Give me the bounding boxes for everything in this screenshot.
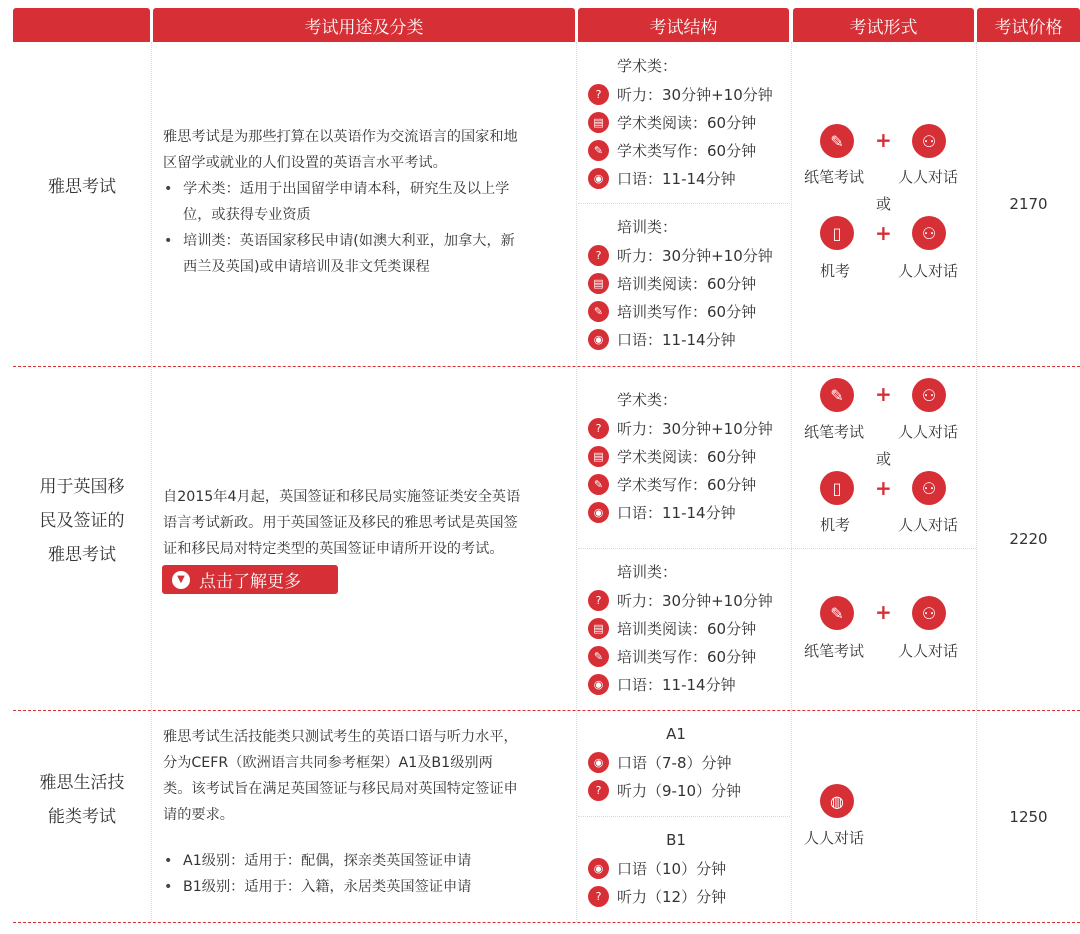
row-name-line: 雅思生活技 <box>39 773 125 793</box>
header-price: 考试价格 <box>977 8 1080 42</box>
desc-line: 证和移民局对特定类型的英国签证申请所开设的考试。 <box>163 541 504 557</box>
column-divider <box>151 42 152 922</box>
format-label: 人人对话 <box>898 423 959 441</box>
row-name-line: 雅思考试 <box>48 177 116 197</box>
paper-test-icon: ✎ <box>820 378 854 412</box>
book-icon: ▤ <box>588 618 609 639</box>
ear-icon: ? <box>588 418 609 439</box>
structure-item: 口语：11-14分钟 <box>617 503 736 522</box>
conversation-icon: ⚇ <box>912 471 946 505</box>
conversation-icon: ⚇ <box>912 378 946 412</box>
header-structure: 考试结构 <box>578 8 789 42</box>
desc-line: 自2015年4月起，英国签证和移民局实施签证类安全英语 <box>163 489 521 505</box>
structure-item: 学术类写作：60分钟 <box>617 141 757 160</box>
plus-sign: + <box>875 221 892 245</box>
structure-item: 培训类写作：60分钟 <box>617 647 757 666</box>
header-usage: 考试用途及分类 <box>153 8 575 42</box>
structure-item: 口语：11-14分钟 <box>617 675 736 694</box>
structure-general <box>588 213 788 353</box>
pencil-icon: ✎ <box>588 301 609 322</box>
row-name <box>13 470 151 572</box>
chevron-down-icon: ▼ <box>172 571 190 589</box>
conversation-icon: ⚇ <box>912 596 946 630</box>
conversation-icon: ⚇ <box>912 124 946 158</box>
pencil-icon: ✎ <box>588 140 609 161</box>
bullet-item: • A1级别：适用于：配偶，探亲类英国签证申请 <box>163 848 568 874</box>
structure-b1 <box>588 826 788 910</box>
format-label: 机考 <box>820 516 851 534</box>
format-cell <box>792 710 977 922</box>
structure-item: 听力（12）分钟 <box>617 887 727 906</box>
format-label: 人人对话 <box>804 829 865 847</box>
mouth-icon: ◉ <box>588 752 609 773</box>
plus-sign: + <box>875 600 892 624</box>
structure-heading: 培训类： <box>617 218 678 236</box>
plus-sign: + <box>875 382 892 406</box>
usage-description <box>163 724 568 900</box>
format-label: 纸笔考试 <box>804 168 865 186</box>
or-label: 或 <box>876 450 892 468</box>
structure-heading: 学术类： <box>617 391 678 409</box>
price-value: 2170 <box>1009 195 1048 213</box>
plus-sign: + <box>875 476 892 500</box>
mouth-icon: ◉ <box>588 329 609 350</box>
format-label: 机考 <box>820 262 851 280</box>
format-label: 人人对话 <box>898 642 959 660</box>
format-label: 人人对话 <box>898 516 959 534</box>
sub-row-divider <box>578 203 790 204</box>
mouth-icon: ◉ <box>588 502 609 523</box>
book-icon: ▤ <box>588 446 609 467</box>
price-value: 2220 <box>1009 530 1048 548</box>
row-name-line: 用于英国移 <box>39 477 125 497</box>
row-name <box>13 766 151 834</box>
sub-row-divider <box>578 816 790 817</box>
header-cell-blank <box>13 8 150 42</box>
usage-description <box>163 124 568 280</box>
structure-item: 听力：30分钟+10分钟 <box>617 591 773 610</box>
format-label: 纸笔考试 <box>804 423 865 441</box>
structure-item: 听力：30分钟+10分钟 <box>617 246 773 265</box>
bullet-continuation: 西兰及英国)或申请培训及非文凭类课程 <box>183 259 430 275</box>
structure-item: 培训类写作：60分钟 <box>617 302 757 321</box>
structure-item: 口语（10）分钟 <box>617 859 727 878</box>
structure-heading: 培训类： <box>617 563 678 581</box>
structure-item: 学术类写作：60分钟 <box>617 475 757 494</box>
book-icon: ▤ <box>588 112 609 133</box>
desc-line: 类。该考试旨在满足英国签证与移民局对英国特定签证申 <box>163 781 518 797</box>
chat-bubbles-icon: ◍ <box>820 784 854 818</box>
row-name-line: 雅思考试 <box>48 545 116 565</box>
structure-item: 培训类阅读：60分钟 <box>617 619 757 638</box>
paper-test-icon: ✎ <box>820 596 854 630</box>
desc-line: 雅思考试是为那些打算在以英语作为交流语言的国家和地 <box>163 129 518 145</box>
pencil-icon: ✎ <box>588 474 609 495</box>
learn-more-label: 点击了解更多 <box>199 572 301 592</box>
bullet-item: • 学术类：适用于出国留学申请本科，研究生及以上学 <box>163 176 568 202</box>
header-format: 考试形式 <box>793 8 974 42</box>
structure-item: 学术类阅读：60分钟 <box>617 113 757 132</box>
structure-item: 口语（7-8）分钟 <box>617 753 732 772</box>
ear-icon: ? <box>588 780 609 801</box>
bullet-item: • B1级别：适用于：入籍，永居类英国签证申请 <box>163 874 568 900</box>
structure-item: 培训类阅读：60分钟 <box>617 274 757 293</box>
pencil-icon: ✎ <box>588 646 609 667</box>
row-divider <box>13 922 1080 923</box>
desc-line: 分为CEFR（欧洲语言共同参考框架）A1及B1级别两 <box>163 755 493 771</box>
structure-general <box>588 558 788 698</box>
conversation-icon: ⚇ <box>912 216 946 250</box>
column-divider <box>576 42 577 922</box>
mouth-icon: ◉ <box>588 168 609 189</box>
computer-test-icon: ▯ <box>820 471 854 505</box>
desc-line: 请的要求。 <box>163 807 234 823</box>
bullet-item: • 培训类：英语国家移民申请(如澳大利亚，加拿大，新 <box>163 228 568 254</box>
format-cell <box>792 366 977 710</box>
row-name <box>13 170 151 204</box>
ear-icon: ? <box>588 886 609 907</box>
structure-a1 <box>588 720 788 804</box>
structure-item: 口语：11-14分钟 <box>617 169 736 188</box>
learn-more-button[interactable] <box>162 565 338 594</box>
ear-icon: ? <box>588 84 609 105</box>
format-label: 人人对话 <box>898 168 959 186</box>
mouth-icon: ◉ <box>588 674 609 695</box>
desc-line: 雅思考试生活技能类只测试考生的英语口语与听力水平， <box>163 729 518 745</box>
structure-item: 口语：11-14分钟 <box>617 330 736 349</box>
desc-line: 语言考试新政。用于英国签证及移民的雅思考试是英国签 <box>163 515 518 531</box>
plus-sign: + <box>875 128 892 152</box>
structure-academic <box>588 52 788 192</box>
format-label: 人人对话 <box>898 262 959 280</box>
computer-test-icon: ▯ <box>820 216 854 250</box>
price-value: 1250 <box>1009 808 1048 826</box>
structure-heading: B1 <box>666 831 686 849</box>
row-name-line: 能类考试 <box>48 807 116 827</box>
paper-test-icon: ✎ <box>820 124 854 158</box>
structure-item: 听力：30分钟+10分钟 <box>617 419 773 438</box>
structure-academic <box>588 386 788 526</box>
usage-description <box>163 484 568 562</box>
format-label: 纸笔考试 <box>804 642 865 660</box>
mouth-icon: ◉ <box>588 858 609 879</box>
ear-icon: ? <box>588 245 609 266</box>
structure-heading: A1 <box>666 725 686 743</box>
bullet-continuation: 位，或获得专业资质 <box>183 207 311 223</box>
book-icon: ▤ <box>588 273 609 294</box>
structure-item: 听力：30分钟+10分钟 <box>617 85 773 104</box>
format-cell <box>792 42 977 366</box>
row-name-line: 民及签证的 <box>39 511 125 531</box>
desc-line: 区留学或就业的人们设置的英语言水平考试。 <box>163 155 447 171</box>
structure-heading: 学术类： <box>617 57 678 75</box>
structure-item: 听力（9-10）分钟 <box>617 781 742 800</box>
structure-item: 学术类阅读：60分钟 <box>617 447 757 466</box>
or-label: 或 <box>876 195 892 213</box>
ear-icon: ? <box>588 590 609 611</box>
